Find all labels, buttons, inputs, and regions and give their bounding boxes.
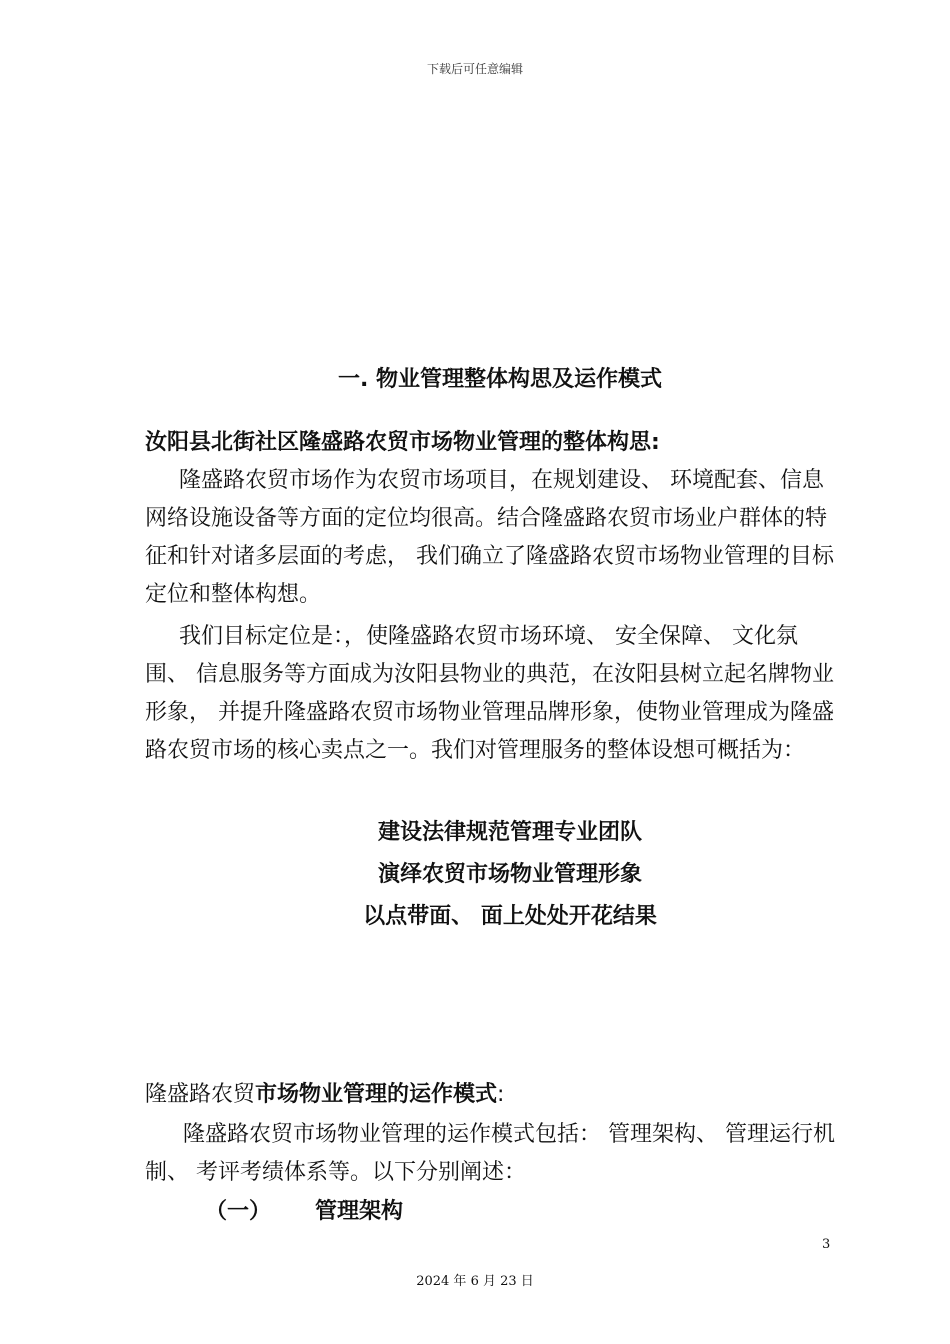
- slogan-line-2: 演绎农贸市场物业管理形象: [377, 862, 642, 887]
- section-title: 一. 物业管理整体构思及运作模式: [337, 367, 663, 392]
- slogan-line-3: 以点带面、 面上处处开花结果: [363, 904, 657, 929]
- concept-paragraph-1: 隆盛路农贸市场作为农贸市场项目，在规划建设、 环境配套、信息网络设施设备等方面的定位均很高。结合隆盛路农贸市场业户群体的特征和针对诸多层面的考虑， 我们确立了隆盛路农贸市场物业管理的目标定位和整体构想。: [145, 468, 834, 607]
- header-note: 下载后可任意编辑: [426, 62, 523, 76]
- item-1-number: （一）: [205, 1199, 272, 1224]
- footer-date: 2024 年 6 月 23 日: [416, 1274, 534, 1289]
- operation-heading: [145, 1076, 835, 1114]
- operation-heading-plain: 隆盛路农贸: [145, 1082, 256, 1107]
- slogan-block: [145, 812, 875, 938]
- item-1-heading: [205, 1196, 403, 1228]
- page-number: 3: [822, 1237, 831, 1252]
- concept-paragraph-2: 我们目标定位是：，使隆盛路农贸市场环境、 安全保障、 文化氛围、 信息服务等方面成为汝阳县物业的典范，在汝阳县树立起名牌物业形象， 并提升隆盛路农贸市场物业管理品牌形象，使物业管理成为隆盛路农贸市场的核心卖点之一。我们对管理服务的整体设想可概括为：: [145, 624, 834, 763]
- operation-heading-colon: :: [497, 1082, 505, 1107]
- slogan-line-1: 建设法律规范管理专业团队: [377, 820, 642, 845]
- operation-heading-bold: 市场物业管理的运作模式: [255, 1082, 498, 1107]
- concept-heading: 汝阳县北街社区隆盛路农贸市场物业管理的整体构思:: [145, 430, 660, 455]
- item-1-title: 管理架构: [315, 1199, 404, 1224]
- operation-paragraph: 隆盛路农贸市场物业管理的运作模式包括： 管理架构、 管理运行机制、 考评考绩体系等。以下分别阐述：: [145, 1122, 835, 1185]
